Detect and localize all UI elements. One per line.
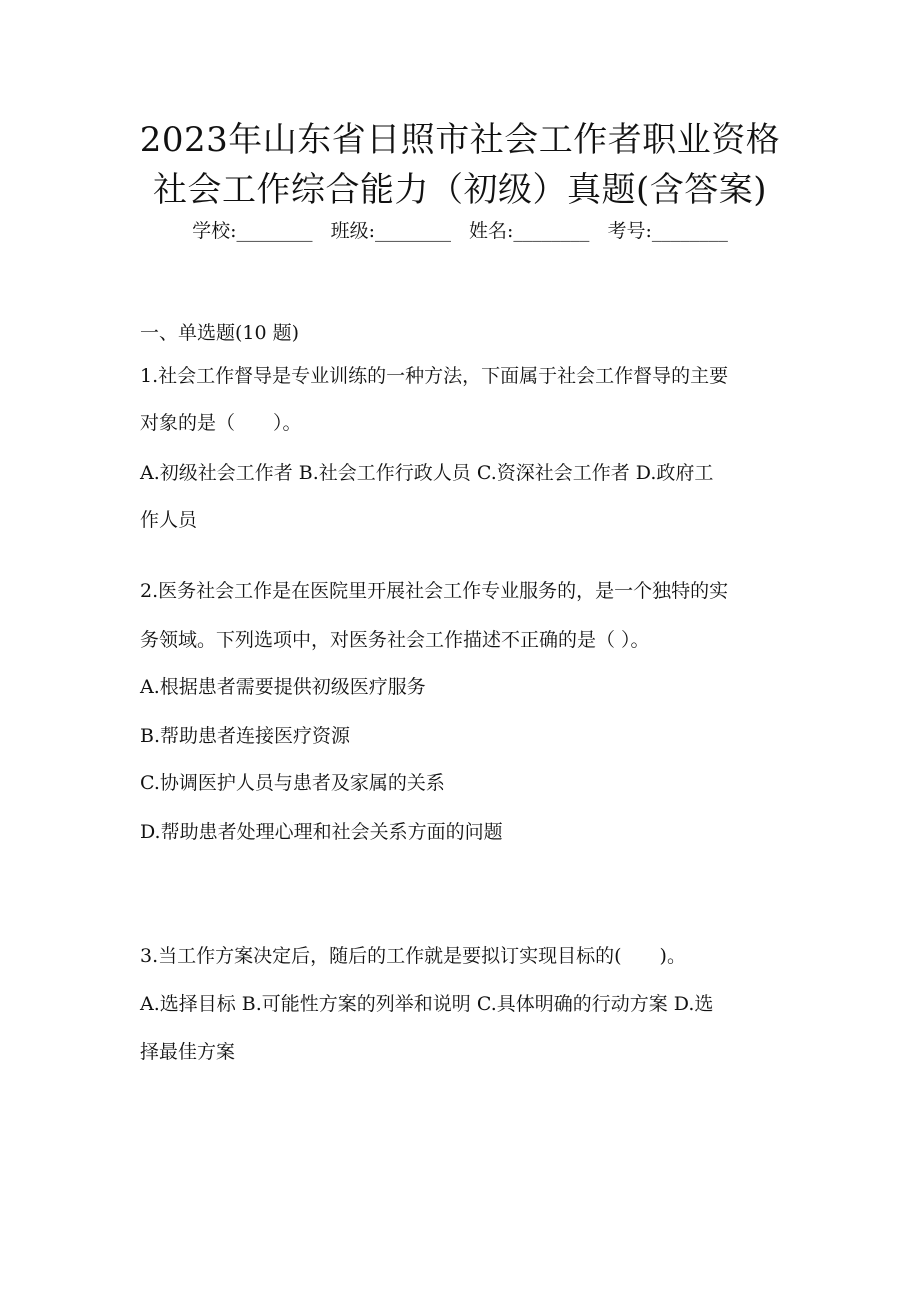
question-3-options-line-2: 择最佳方案 [140,1041,236,1063]
question-2-text-line-1: 2.医务社会工作是在医院里开展社会工作专业服务的，是一个独特的实 [140,580,729,602]
question-1-text-line-1: 1.社会工作督导是专业训练的一种方法，下面属于社会工作督导的主要 [140,365,729,387]
question-1-options-line-2: 作人员 [140,509,198,531]
question-1-options-line-1: A.初级社会工作者 B.社会工作行政人员 C.资深社会工作者 D.政府工 [140,462,714,484]
question-3-text-line-1: 3.当工作方案决定后，随后的工作就是要拟订实现目标的( )。 [140,945,686,967]
question-3-options-line-1: A.选择目标 B.可能性方案的列举和说明 C.具体明确的行动方案 D.选 [140,993,714,1015]
name-field: 姓名:________ [469,220,590,242]
section-heading: 一、单选题(10 题) [140,322,300,344]
question-2-option-c: C.协调医护人员与患者及家属的关系 [140,772,445,794]
document-title-line-2: 社会工作综合能力（初级）真题(含答案) [152,170,768,210]
student-info-line [0,216,920,243]
document-title-line-1: 2023年山东省日照市社会工作者职业资格 [139,120,781,160]
school-field: 学校:________ [192,220,313,242]
question-2-option-b: B.帮助患者连接医疗资源 [140,725,351,747]
class-field: 班级:________ [330,220,451,242]
question-1-text-line-2: 对象的是（ ）。 [140,412,302,434]
question-2-text-line-2: 务领域。下列选项中，对医务社会工作描述不正确的是（ ）。 [140,629,650,651]
exam-number-field: 考号:________ [607,220,728,242]
question-2-option-d: D.帮助患者处理心理和社会关系方面的问题 [140,821,503,843]
question-2-option-a: A.根据患者需要提供初级医疗服务 [140,676,426,698]
